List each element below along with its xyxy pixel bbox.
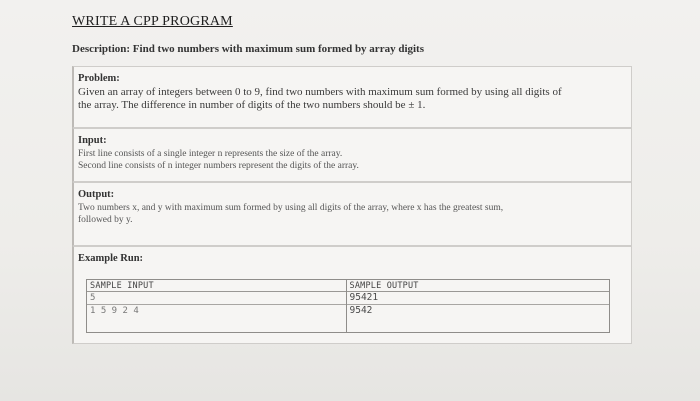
problem-heading: Problem: bbox=[78, 73, 120, 84]
description-text: Description: Find two numbers with maximum sum formed by array digits bbox=[72, 43, 424, 55]
sample-table bbox=[86, 279, 610, 333]
output-line: followed by y. bbox=[78, 215, 133, 225]
sample-output-cell bbox=[346, 280, 610, 333]
example-heading: Example Run: bbox=[78, 253, 144, 264]
output-section bbox=[72, 182, 632, 246]
page-title: WRITE A CPP PROGRAM bbox=[72, 14, 233, 29]
sample-output-header: SAMPLE OUTPUT bbox=[347, 280, 610, 292]
sample-output-row: 9542 bbox=[349, 305, 373, 316]
output-heading: Output: bbox=[78, 189, 115, 200]
sample-input-row: 5 bbox=[87, 292, 346, 305]
input-heading: Input: bbox=[78, 135, 107, 146]
input-line: First line consists of a single integer n represents the size of the array. bbox=[78, 149, 343, 159]
problem-section bbox=[72, 66, 632, 128]
problem-line: the array. The difference in number of digits of the two numbers should be ± 1. bbox=[78, 99, 426, 111]
input-line: Second line consists of n integer numbers represent the digits of the array. bbox=[78, 161, 359, 171]
output-line: Two numbers x, and y with maximum sum formed by using all digits of the array, where x has the greatest sum, bbox=[78, 203, 504, 213]
input-section bbox=[72, 128, 632, 182]
sample-input-cell bbox=[87, 280, 347, 333]
sample-input-header: SAMPLE INPUT bbox=[87, 280, 346, 292]
problem-line: Given an array of integers between 0 to 9, find two numbers with maximum sum formed by using all digits of bbox=[78, 86, 562, 98]
sample-input-row: 1 5 9 2 4 bbox=[90, 306, 139, 316]
sample-output-row: 95421 bbox=[347, 292, 610, 305]
